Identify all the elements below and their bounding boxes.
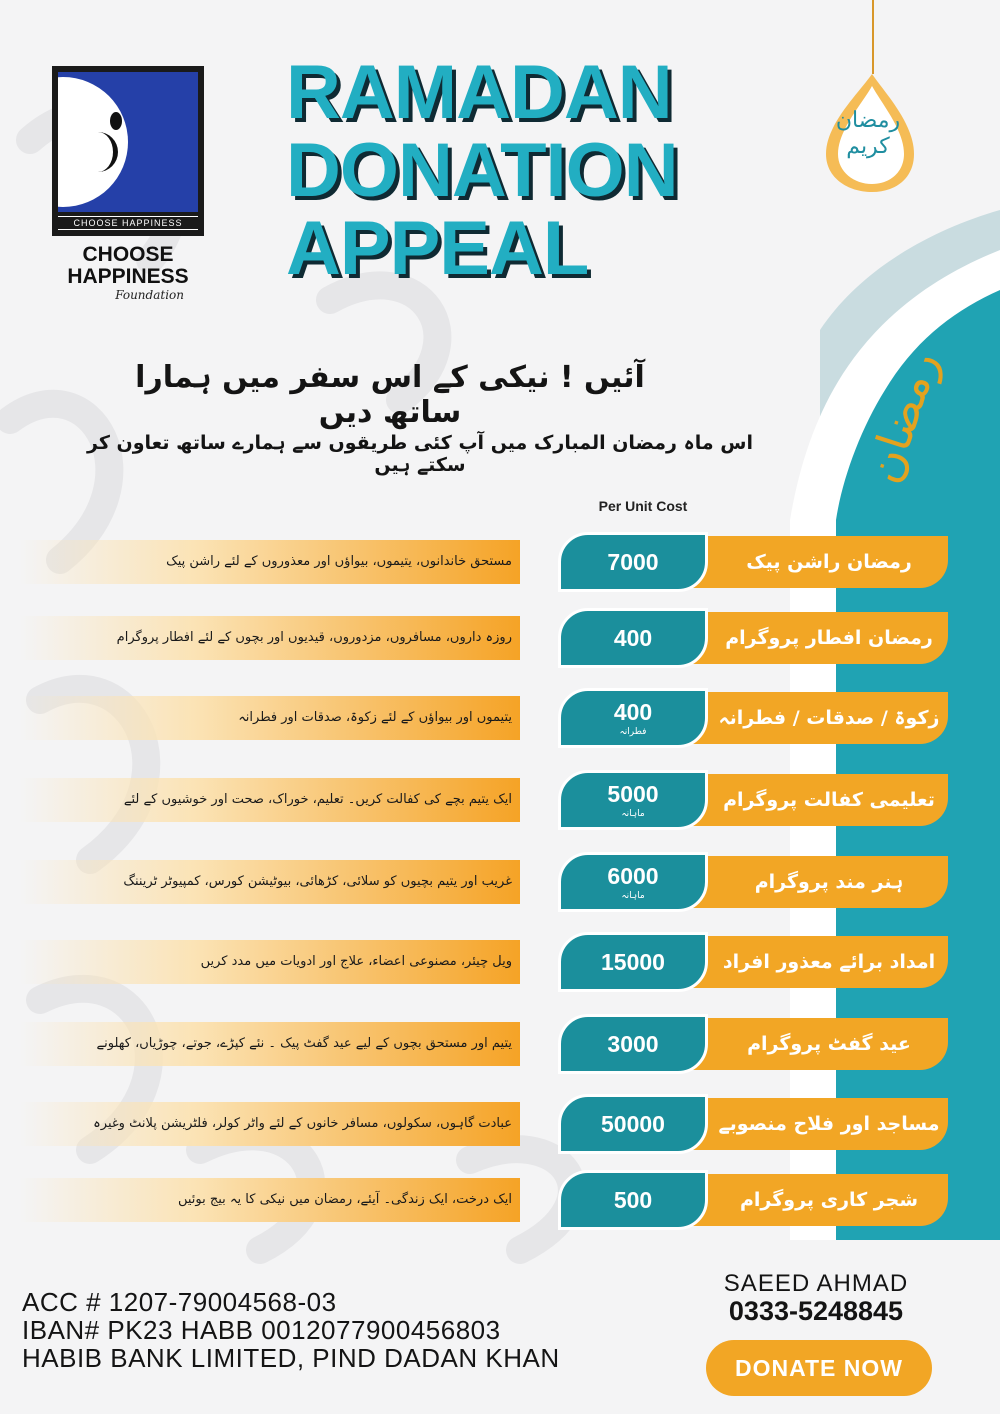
program-name: زکوۃ / صدقات / فطرانہ — [640, 692, 948, 744]
cost-value: 50000 — [601, 1111, 665, 1137]
bank-name: HABIB BANK LIMITED, PIND DADAN KHAN — [22, 1343, 560, 1373]
program-name: ہنر مند پروگرام — [640, 856, 948, 908]
foundation-logo — [52, 66, 204, 302]
ramadan-kareem-text: رمضان کریم — [835, 108, 901, 159]
program-row — [0, 770, 1000, 830]
program-description: یتیم اور مستحق بچوں کے لیے عید گفٹ پیک ۔ نئے کپڑے، جوتے، چوڑیاں، کھلونے — [20, 1022, 520, 1066]
title-line1: RAMADAN — [286, 50, 672, 135]
cost-note: ماہانہ — [621, 809, 645, 819]
lantern-string — [872, 0, 874, 74]
account-number: ACC # 1207-79004568-03 — [22, 1287, 337, 1317]
program-cost — [558, 932, 708, 992]
cost-value: 7000 — [607, 549, 659, 575]
program-name: شجر کاری پروگرام — [640, 1174, 948, 1226]
program-row — [0, 1170, 1000, 1230]
program-cost — [558, 852, 708, 912]
program-cost — [558, 770, 708, 830]
cost-value: 400 — [613, 625, 653, 651]
donate-now-button[interactable]: DONATE NOW — [706, 1340, 932, 1396]
cost-note: فطرانہ — [619, 727, 647, 737]
program-name: تعلیمی کفالت پروگرام — [640, 774, 948, 826]
intro-heading: آئیں ! نیکی کے اس سفر میں ہمارا ساتھ دیں — [135, 360, 645, 430]
program-cost — [558, 608, 708, 668]
logo-band-text: CHOOSE HAPPINESS — [58, 216, 198, 230]
program-description: غریب اور یتیم بچیوں کو سلائی، کڑھائی، بیوٹیشن کورس، کمپیوٹر ٹریننگ — [20, 860, 520, 904]
program-row — [0, 688, 1000, 748]
program-row — [0, 1014, 1000, 1074]
program-cost — [558, 1094, 708, 1154]
program-cost — [558, 1014, 708, 1074]
program-row — [0, 852, 1000, 912]
program-cost — [558, 532, 708, 592]
program-cost — [558, 1170, 708, 1230]
logo-name-line2: HAPPINESS — [67, 265, 189, 288]
per-unit-cost-label: Per Unit Cost — [598, 498, 688, 514]
program-description: عبادت گاہوں، سکولوں، مسافر خانوں کے لئے واٹر کولر، فلٹریشن پلانٹ وغیرہ — [20, 1102, 520, 1146]
program-cost — [558, 688, 708, 748]
iban-number: IBAN# PK23 HABB 0012077900456803 — [22, 1315, 501, 1345]
cost-value: 5000 — [607, 781, 659, 807]
program-description: ایک یتیم بچے کی کفالت کریں۔ تعلیم، خوراک، صحت اور خوشیوں کے لئے — [20, 778, 520, 822]
ramadan-calligraphy: رمضان — [855, 344, 949, 490]
program-name: امداد برائے معذور افراد — [640, 936, 948, 988]
contact-name: SAEED AHMAD — [723, 1270, 909, 1297]
cost-value: 3000 — [607, 1031, 659, 1057]
program-row — [0, 608, 1000, 668]
program-name: مساجد اور فلاح منصوبے — [640, 1098, 948, 1150]
program-row — [0, 1094, 1000, 1154]
program-description: روزہ داروں، مسافروں، مزدوروں، قیدیوں اور بچوں کے لئے افطار پروگرام — [20, 616, 520, 660]
logo-name-line1: CHOOSE — [82, 243, 174, 266]
program-description: ایک درخت، ایک زندگی۔ آیئے، رمضان میں نیکی کا یہ بیج بوئیں — [20, 1178, 520, 1222]
program-description: مستحق خاندانوں، یتیموں، بیواؤں اور معذوروں کے لئے راشن پیک — [20, 540, 520, 584]
cost-value: 6000 — [607, 863, 659, 889]
program-name: رمضان افطار پروگرام — [640, 612, 948, 664]
program-row — [0, 932, 1000, 992]
smiley-icon — [58, 72, 198, 212]
logo-subtitle: Foundation — [115, 288, 184, 302]
logo-name — [52, 244, 204, 288]
cost-value: 500 — [613, 1187, 653, 1213]
program-description: ویل چیئر، مصنوعی اعضاء، علاج اور ادویات میں مدد کریں — [20, 940, 520, 984]
cost-note: ماہانہ — [621, 891, 645, 901]
bank-details — [22, 1288, 702, 1372]
program-description: یتیموں اور بیواؤں کے لئے زکوۃ، صدقات اور فطرانہ — [20, 696, 520, 740]
cost-value: 400 — [613, 699, 653, 725]
cost-value: 15000 — [601, 949, 665, 975]
program-row — [0, 532, 1000, 592]
page-title — [286, 50, 766, 291]
title-line2: DONATION — [286, 128, 678, 213]
program-name: رمضان راشن پیک — [640, 536, 948, 588]
logo-mark — [52, 66, 204, 236]
intro-subheading: اس ماہ رمضان المبارک میں آپ کئی طریقوں سے ہمارے ساتھ تعاون کر سکتے ہیں — [87, 432, 753, 476]
program-name: عید گفٹ پروگرام — [640, 1018, 948, 1070]
contact-phone[interactable]: 0333-5248845 — [728, 1296, 904, 1326]
title-line3: APPEAL — [286, 206, 589, 291]
